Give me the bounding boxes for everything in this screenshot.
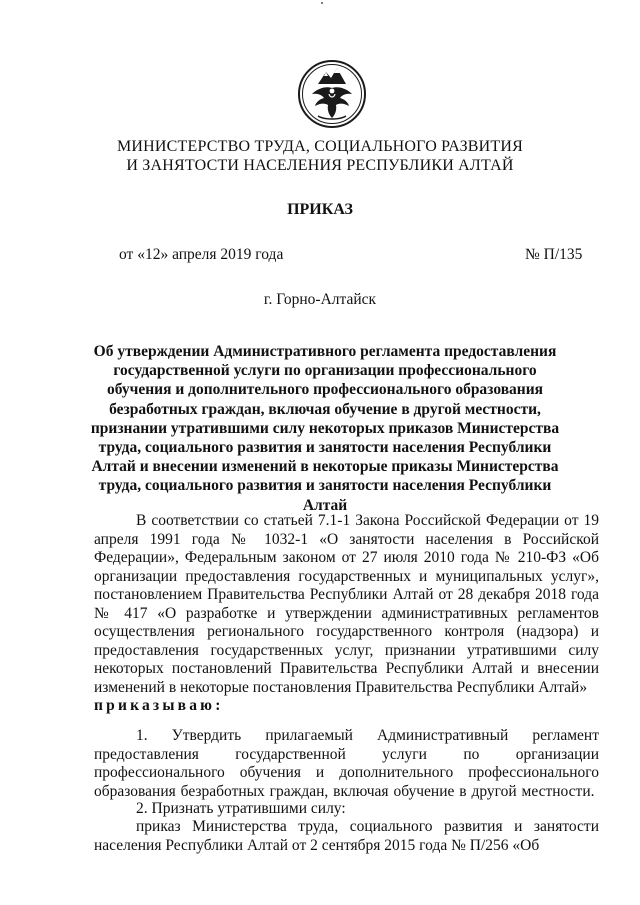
document-type: ПРИКАЗ <box>287 201 353 218</box>
item-2-paragraph: 2. Признать утратившими силу: <box>136 800 346 817</box>
document-date: от «12» апреля 2019 года <box>119 246 284 263</box>
coat-of-arms-icon <box>296 58 368 130</box>
ministry-name-line2: И ЗАНЯТОСТИ НАСЕЛЕНИЯ РЕСПУБЛИКИ АЛТАЙ <box>126 157 514 174</box>
scan-speck <box>321 2 323 4</box>
ministry-name <box>0 137 640 175</box>
preamble-text: В соответствии со статьей 7.1-1 Закона Российской Федерации от 19 апреля 1991 года № 1032-1 «О занятости населения в Российской Федерации», Федеральным законом от 27 июля 2010 года № 210-ФЗ «Об организации предоставления государственных и муниципальных услуг», постановлением Правительства Республики Алтай от 28 декабря 2018 года № 417 «О разработке и утверждении административных регламентов осуществления регионального государственного контроля (надзора) и предоставления государственных услуг, признании утратившими силу некоторых постановлений Правительства Республики Алтай и внесении изменений в некоторые постановления Правительства Республики Алтай» <box>94 512 599 696</box>
ministry-name-line1: МИНИСТЕРСТВО ТРУДА, СОЦИАЛЬНОГО РАЗВИТИЯ <box>116 138 524 155</box>
document-number: № П/135 <box>525 246 583 263</box>
preamble-paragraph <box>94 512 599 716</box>
order-word: приказываю: <box>94 697 224 714</box>
document-city: г. Горно-Алтайск <box>263 291 377 308</box>
item-1-paragraph: 1. Утвердить прилагаемый Административный регламент предоставления государственной услуги по организации профессионального обучения и дополнительного профессионального образования безработных граждан, включая обучение в другой местности. <box>94 727 599 800</box>
item-2-subparagraph: приказ Министерства труда, социального развития и занятости населения Республики Алтай от 2 сентября 2015 года № П/256 «Об <box>94 818 599 854</box>
document-subject: Об утверждении Административного регламента предоставления государственной услуги по организации профессионального обучения и дополнительного профессионального образования безработных граждан, включая обучение в другой местности, признании утратившими силу некоторых приказов Министерства труда, социального развития и занятости населения Республики Алтай и внесении изменений в некоторые приказы Министерства труда, социального развития и занятости населения Республики Алтай <box>90 343 560 514</box>
